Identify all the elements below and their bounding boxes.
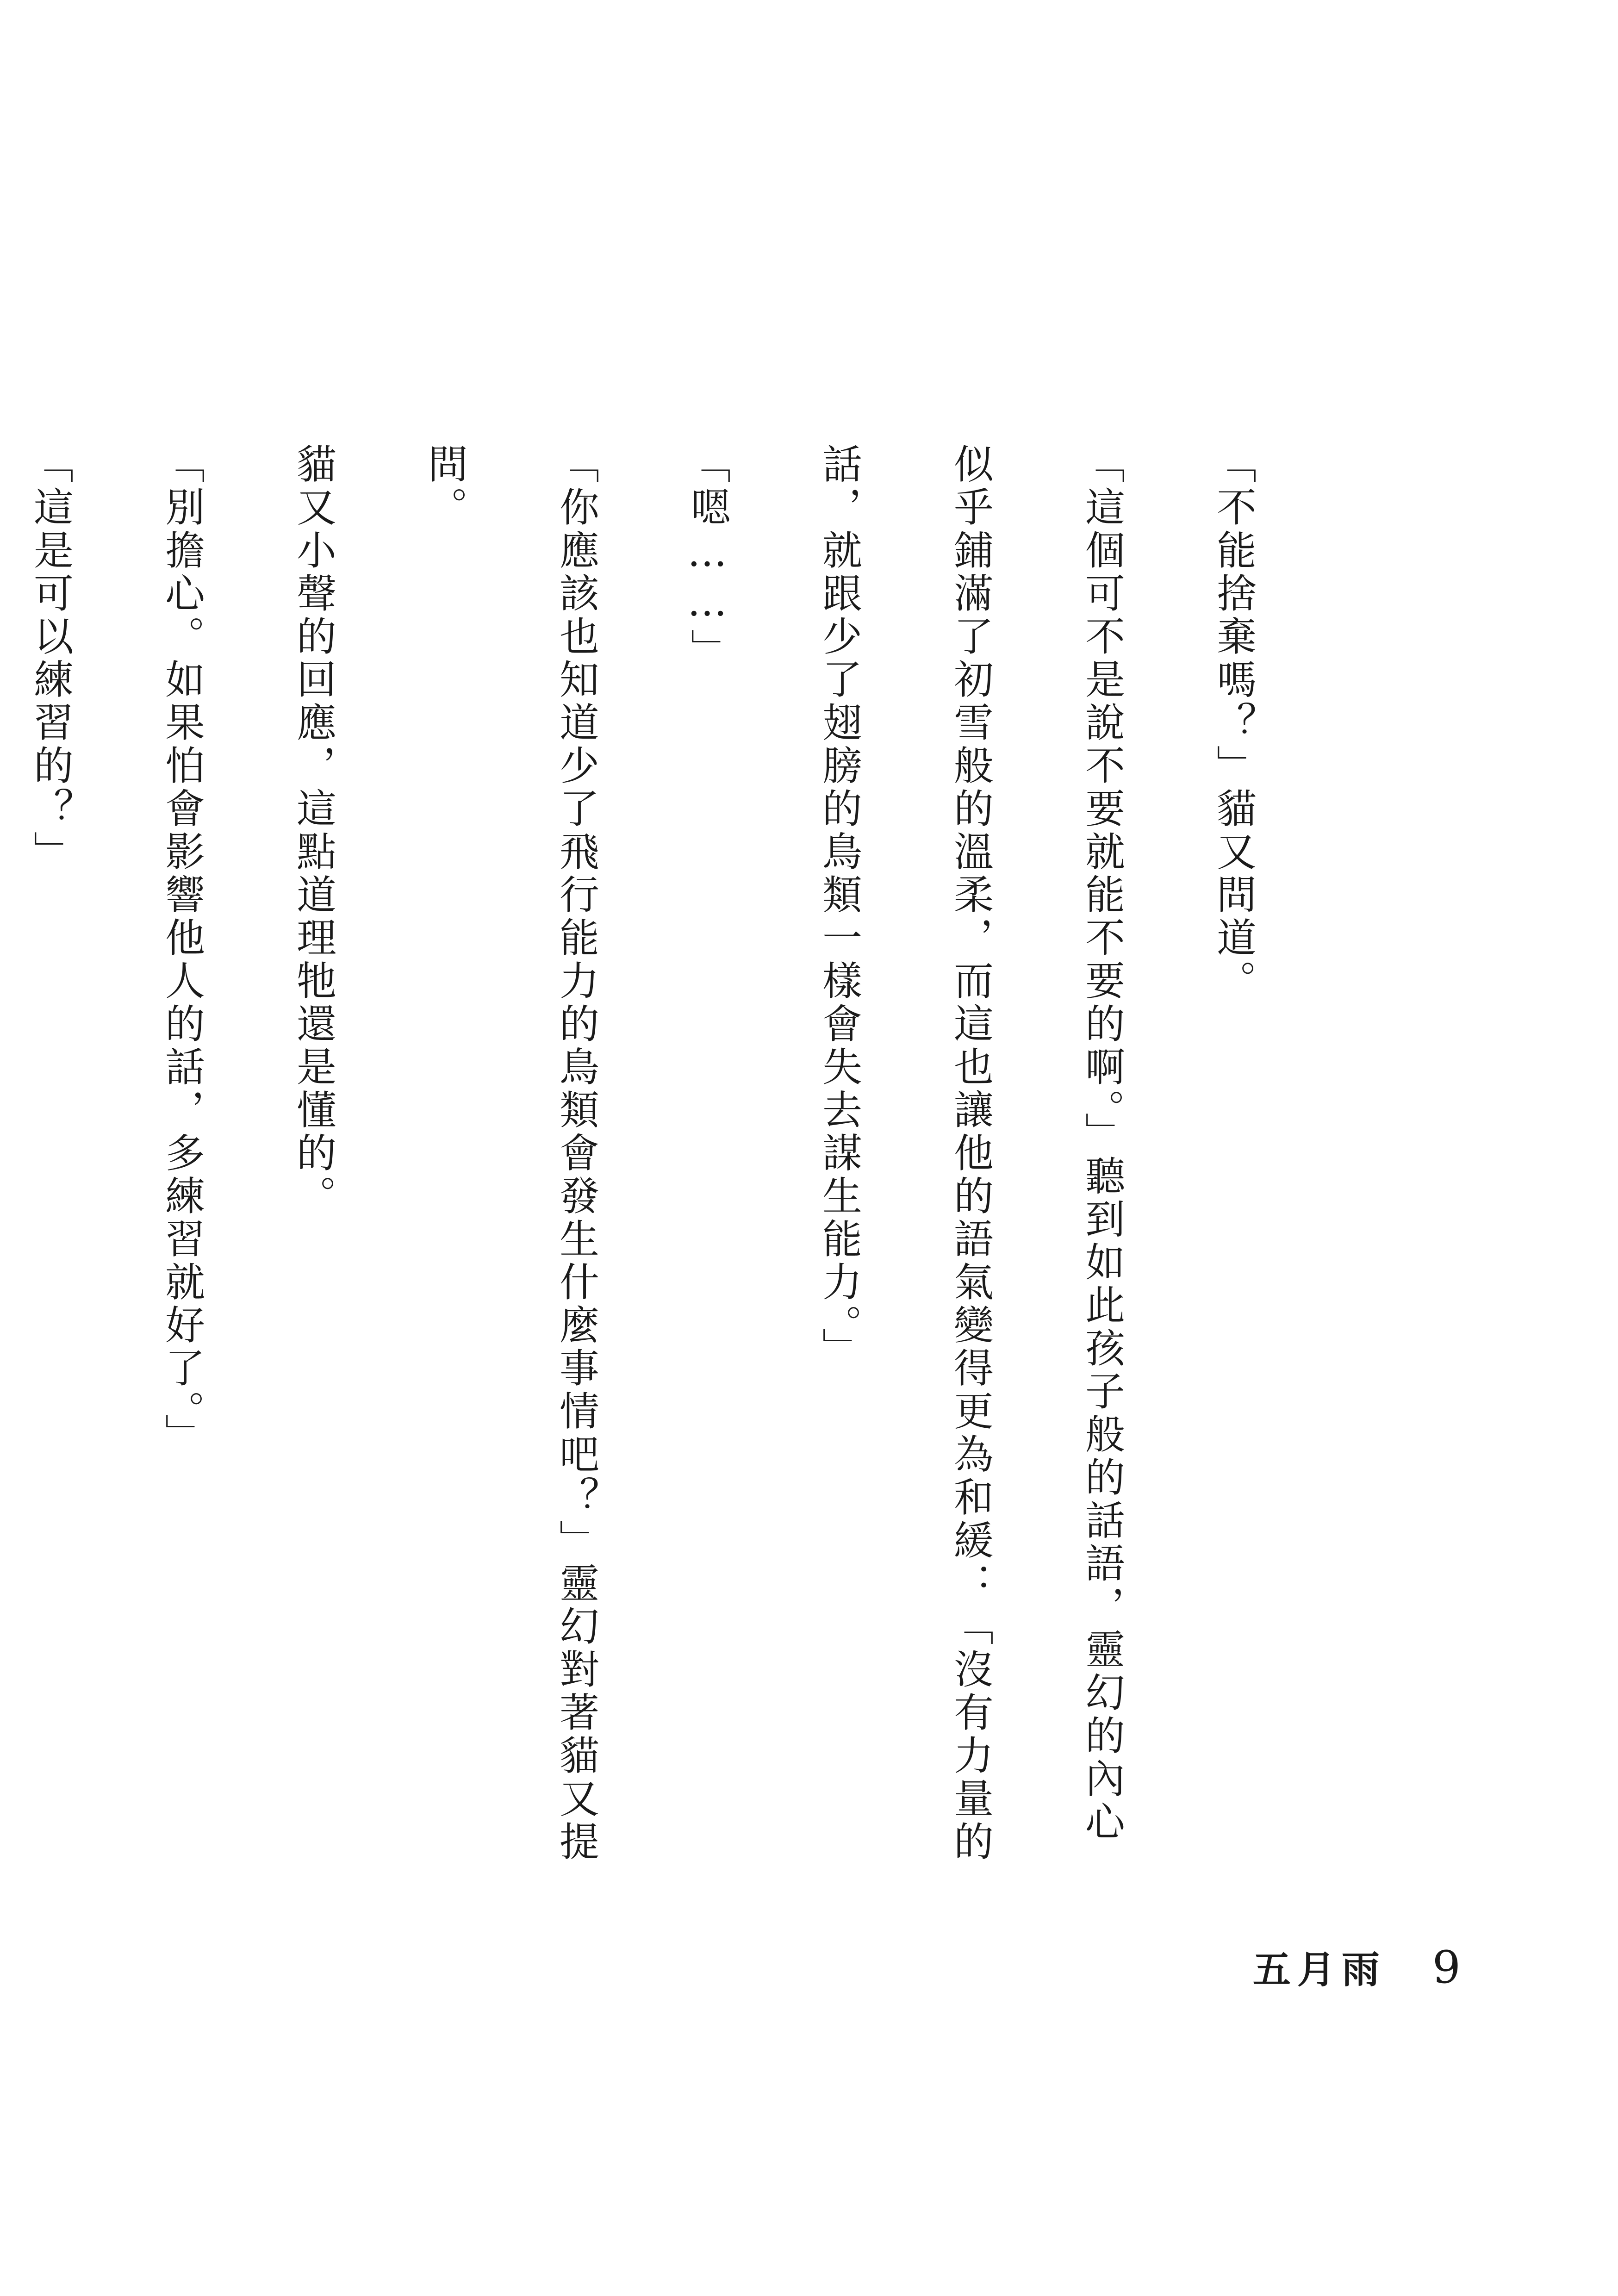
page-footer bbox=[1253, 1940, 1461, 1991]
paragraph-4: 「你應該也知道少了飛行能力的鳥類會發生什麼事情吧？」靈幻對著貓又提問。 bbox=[421, 443, 599, 1864]
paragraph-5: 貓又小聲的回應，這點道理牠還是懂的。 bbox=[290, 443, 336, 1218]
paragraph-2: 「這個可不是說不要就能不要的啊。」聽到如此孩子般的話語，靈幻的內心似乎鋪滿了初雪般的溫柔，而這也讓他的語氣變得更為和緩：「沒有力量的話，就跟少了翅膀的鳥類一樣會失去謀生能力。」 bbox=[815, 443, 1125, 1864]
book-title: 五月雨 bbox=[1252, 1948, 1386, 1992]
page-number: 9 bbox=[1432, 1941, 1461, 1993]
paragraph-6: 「別擔心。如果怕會影響他人的話，多練習就好了。」 bbox=[158, 443, 205, 1456]
paragraph-3: 「嗯……」 bbox=[684, 443, 730, 672]
paragraph-1: 「不能捨棄嗎？」貓又問道。 bbox=[1210, 443, 1256, 1003]
paragraph-7: 「這是可以練習的？」 bbox=[27, 443, 73, 874]
vertical-text-body bbox=[27, 443, 1299, 1878]
